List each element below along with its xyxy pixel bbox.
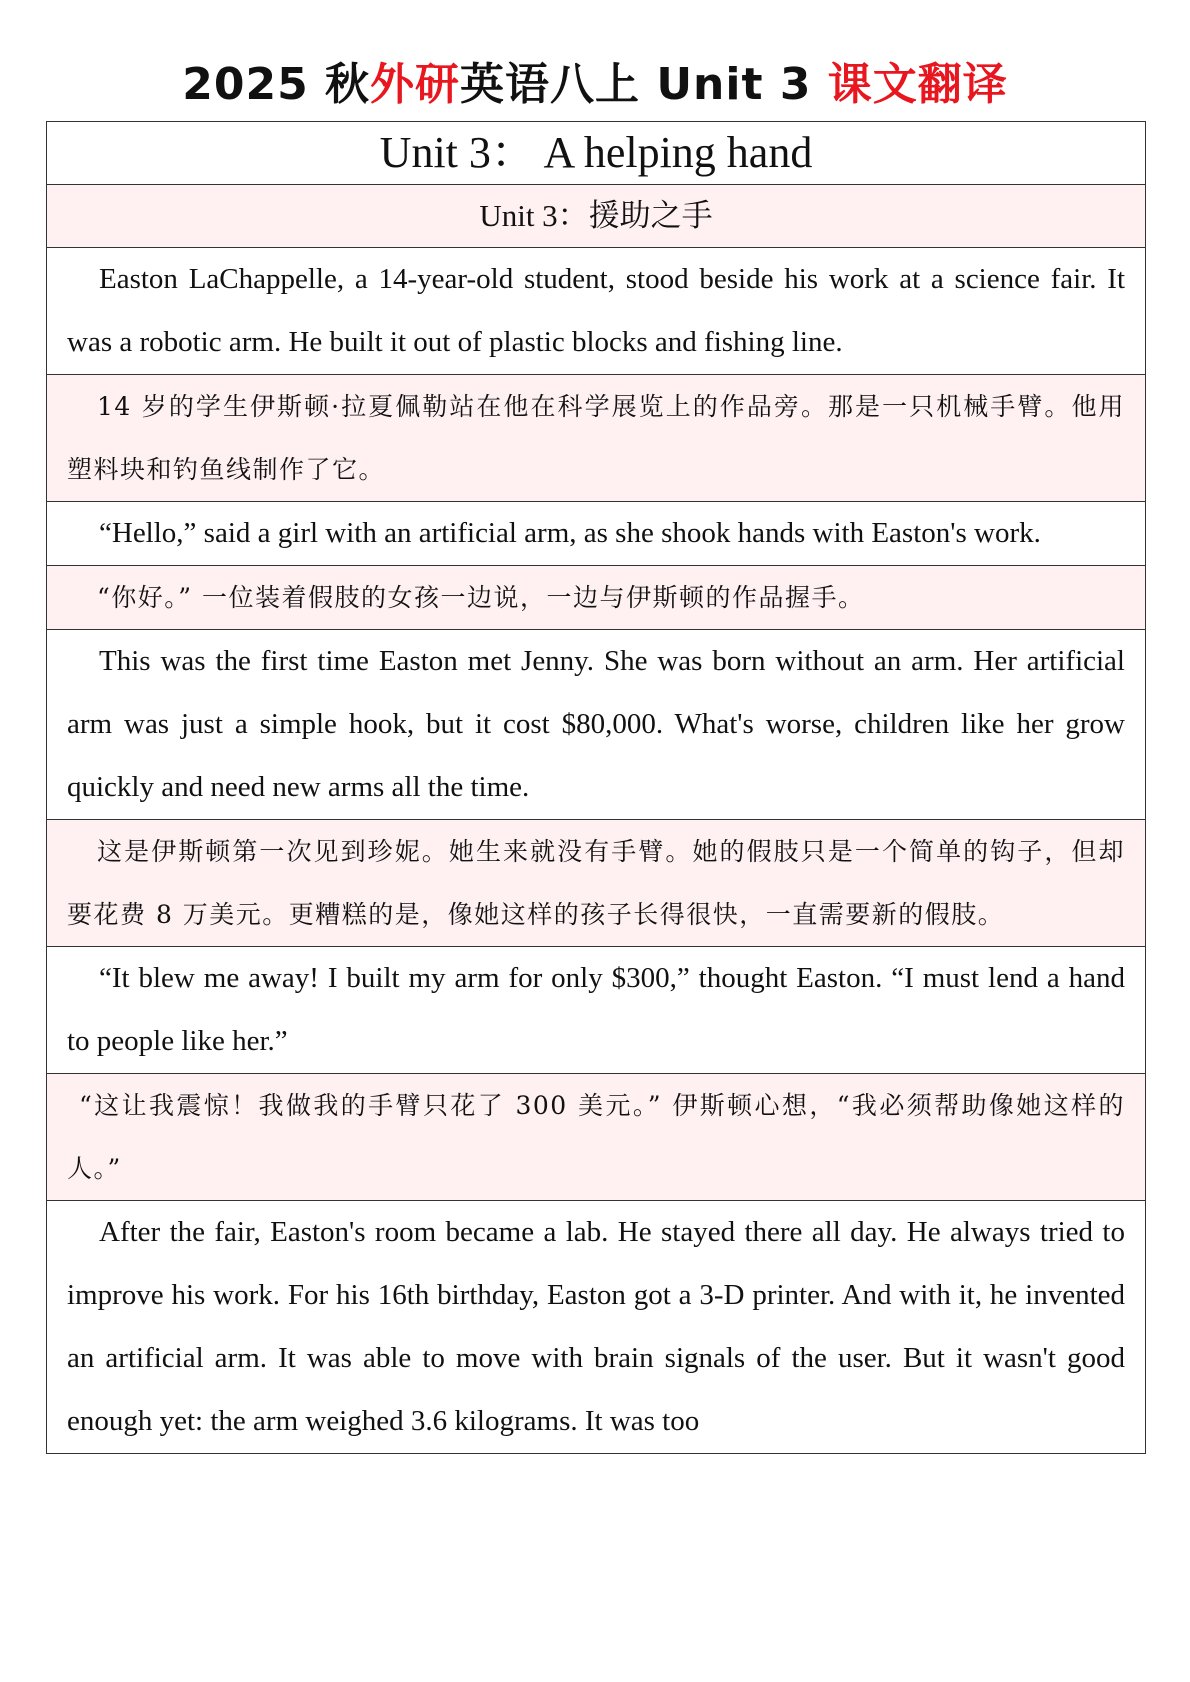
table-row [47,248,1146,375]
page-title-part-1: 2025 秋 [182,59,371,110]
table-row [47,1074,1146,1201]
english-paragraph: “It blew me away! I built my arm for only $300,” thought Easton. “I must lend a hand to people like her.” [47,947,1146,1074]
page-title-part-4: 课文翻译 [827,59,1008,110]
english-paragraph: “Hello,” said a girl with an artificial arm, as she shook hands with Easton's work. [47,502,1146,566]
heading-english: Unit 3： A helping hand [47,122,1146,185]
english-paragraph: After the fair, Easton's room became a lab. He stayed there all day. He always tried to improve his work. For his 16th birthday, Easton got a 3-D printer. And with it, he invented an artificial arm. It was able to move with brain signals of the user. But it wasn't good enough yet: the arm weighed 3.6 kilograms. It was too [47,1201,1146,1454]
page-title-part-2: 外研 [370,59,461,110]
english-paragraph: Easton LaChappelle, a 14-year-old student, stood beside his work at a science fair. It was a robotic arm. He built it out of plastic blocks and fishing line. [47,248,1146,375]
table-row [47,630,1146,820]
table-row [47,1201,1146,1454]
table-row [47,502,1146,566]
chinese-translation: “这让我震惊！我做我的手臂只花了 300 美元。” 伊斯顿心想，“我必须帮助像她这样的人。” [47,1074,1146,1201]
table-subheading-row [47,185,1146,248]
heading-chinese: Unit 3：援助之手 [47,185,1146,248]
english-paragraph: This was the first time Easton met Jenny. She was born without an arm. Her artificial arm was just a simple hook, but it cost $80,000. What's worse, children like her grow quickly and need new arms all the time. [47,630,1146,820]
chinese-translation: 14 岁的学生伊斯顿·拉夏佩勒站在他在科学展览上的作品旁。那是一只机械手臂。他用塑料块和钓鱼线制作了它。 [47,375,1146,502]
lesson-table [46,121,1146,1454]
table-row [47,820,1146,947]
table-row [47,947,1146,1074]
table-row [47,375,1146,502]
page-title-part-3: 英语八上 Unit 3 [460,59,828,110]
chinese-translation: “你好。” 一位装着假肢的女孩一边说，一边与伊斯顿的作品握手。 [47,566,1146,630]
page-title [0,52,1190,118]
table-row [47,566,1146,630]
chinese-translation: 这是伊斯顿第一次见到珍妮。她生来就没有手臂。她的假肢只是一个简单的钩子，但却要花费 8 万美元。更糟糕的是，像她这样的孩子长得很快，一直需要新的假肢。 [47,820,1146,947]
table-heading-row [47,122,1146,185]
